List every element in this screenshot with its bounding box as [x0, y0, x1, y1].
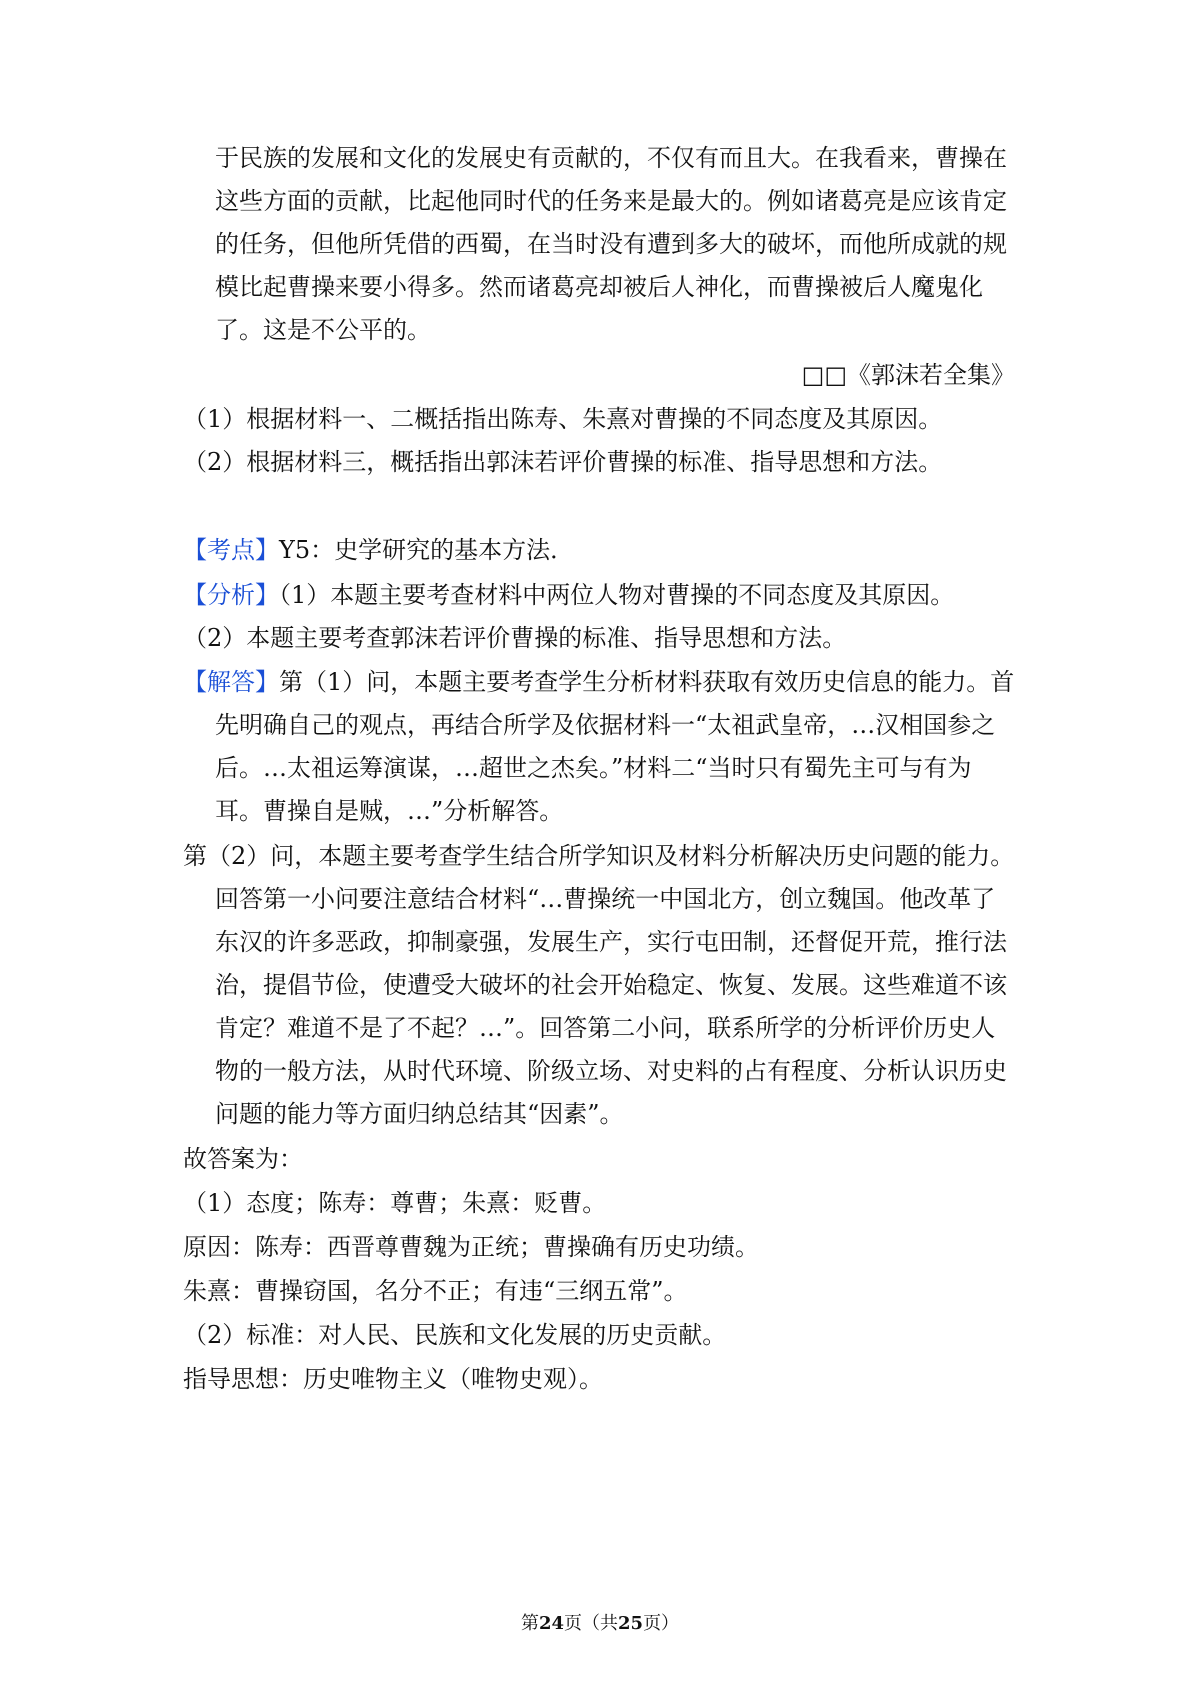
jieda-tag: 【解答】	[183, 668, 279, 696]
material3-line: 的任务，但他所凭借的西蜀，在当时没有遭到多大的破坏，而他所成就的规	[215, 230, 1007, 258]
footer-post: 页）	[643, 1613, 680, 1634]
answer-line: 指导思想：历史唯物主义（唯物史观）。	[183, 1365, 603, 1393]
question-1: （1）根据材料一、二概括指出陈寿、朱熹对曹操的不同态度及其原因。	[183, 405, 943, 433]
fenxi-text: （1）本题主要考查材料中两位人物对曹操的不同态度及其原因。	[279, 581, 955, 609]
material3-line: 这些方面的贡献，比起他同时代的任务来是最大的。例如诸葛亮是应该肯定	[215, 187, 1007, 215]
jieda-q1-line: 后。…太祖运筹演谋，…超世之杰矣。”材料二“当时只有蜀先主可与有为	[215, 754, 972, 782]
jieda-q2-line: 问题的能力等方面归纳总结其“因素”。	[215, 1100, 624, 1128]
material3-line: 模比起曹操来要小得多。然而诸葛亮却被后人神化，而曹操被后人魔鬼化	[215, 273, 983, 301]
material3-line: 了。这是不公平的。	[215, 316, 431, 344]
footer-page-number: 24	[538, 1613, 564, 1634]
jieda-q1-line: 耳。曹操自是贼，…”分析解答。	[215, 797, 564, 825]
jieda-first: 第（1）问，本题主要考查学生分析材料获取有效历史信息的能力。首	[279, 668, 1015, 696]
jieda-q2-line: 肯定？难道不是了不起？…”。回答第二小问，联系所学的分析评价历史人	[215, 1014, 996, 1042]
question-2: （2）根据材料三，概括指出郭沫若评价曹操的标准、指导思想和方法。	[183, 448, 943, 476]
fenxi-tag: 【分析】	[183, 581, 279, 609]
jieda-q2-line: 物的一般方法，从时代环境、阶级立场、对史料的占有程度、分析认识历史	[215, 1057, 1007, 1085]
jieda-line	[183, 666, 1014, 698]
jieda-q2-first: 第（2）问，本题主要考查学生结合所学知识及材料分析解决历史问题的能力。	[183, 842, 1015, 870]
answer-line: 原因：陈寿：西晋尊曹魏为正统；曹操确有历史功绩。	[183, 1233, 759, 1261]
footer-pre: 第	[520, 1613, 539, 1634]
fenxi-line	[183, 579, 954, 611]
jieda-q1-line: 先明确自己的观点，再结合所学及依据材料一“太祖武皇帝，…汉相国参之	[215, 711, 996, 739]
jieda-q2-line: 回答第一小问要注意结合材料“…曹操统一中国北方，创立魏国。他改革了	[215, 885, 996, 913]
jieda-q2-line: 东汉的许多恶政，抑制豪强，发展生产，实行屯田制，还督促开荒，推行法	[215, 928, 1007, 956]
footer-total-pages: 25	[618, 1613, 644, 1634]
page-footer	[0, 1612, 1200, 1636]
material3-line: 于民族的发展和文化的发展史有贡献的，不仅有而且大。在我看来，曹操在	[215, 144, 1007, 172]
answer-line: 朱熹：曹操窃国，名分不正；有违“三纲五常”。	[183, 1277, 688, 1305]
answer-line: （2）标准：对人民、民族和文化发展的历史贡献。	[183, 1321, 727, 1349]
jieda-q2-line: 治，提倡节俭，使遭受大破坏的社会开始稳定、恢复、发展。这些难道不该	[215, 971, 1007, 999]
kaodian-line	[183, 534, 574, 566]
answer-line: （1）态度；陈寿：尊曹；朱熹：贬曹。	[183, 1189, 607, 1217]
footer-mid: 页（共	[564, 1613, 618, 1634]
answer-line: 故答案为：	[183, 1145, 303, 1173]
kaodian-text: Y5：史学研究的基本方法．	[279, 536, 575, 564]
fenxi-line-2: （2）本题主要考查郭沫若评价曹操的标准、指导思想和方法。	[183, 624, 847, 652]
material3-source: □□《郭沫若全集》	[801, 361, 1015, 389]
kaodian-tag: 【考点】	[183, 536, 279, 564]
